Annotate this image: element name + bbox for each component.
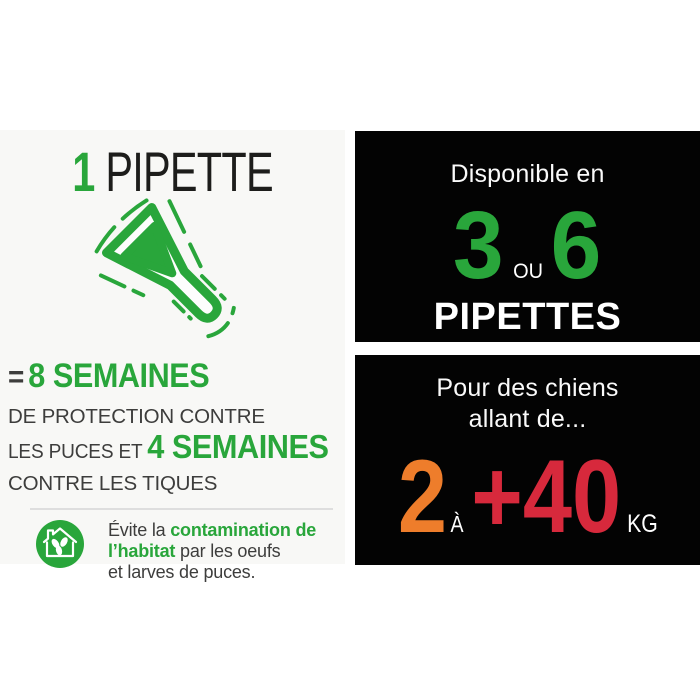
weight-range-values: [375, 439, 681, 555]
panel-title: [0, 140, 345, 203]
protection-line-2-prefix: LES PUCES ET: [8, 440, 148, 463]
habitat-benefit-text: [108, 520, 316, 583]
link-word-a: À: [450, 511, 464, 537]
duration-headline: [8, 356, 345, 403]
equals-sign: =: [8, 359, 25, 394]
pipette-info-panel: [0, 130, 345, 582]
option-3-pipettes: 3: [453, 192, 504, 299]
weight-heading-line1: Pour des chiens: [436, 374, 619, 402]
pipette-icon: [0, 202, 345, 354]
kg-unit-label: KG: [626, 510, 658, 538]
habitat-text-part: et larves de puces.: [108, 562, 256, 582]
habitat-benefit-row: [36, 520, 345, 583]
protection-line-1: DE PROTECTION CONTRE: [8, 405, 265, 428]
weight-range-panel: [355, 355, 700, 565]
habitat-text-highlight: l’habitat: [108, 541, 176, 561]
habitat-text-part: par les oeufs: [175, 541, 281, 561]
max-weight-value: +40: [470, 439, 621, 555]
house-contamination-icon: [36, 520, 84, 573]
pipettes-label: PIPETTES: [433, 296, 622, 338]
protection-line-2: [8, 430, 345, 470]
conjunction-ou: OU: [513, 260, 544, 283]
title-number: 1: [72, 140, 95, 203]
habitat-text-part: Évite la: [108, 520, 171, 540]
availability-options: [449, 192, 605, 299]
title-word: PIPETTE: [105, 140, 273, 203]
divider-line: [30, 508, 333, 510]
weight-heading-line2: allant de...: [468, 405, 587, 433]
duration-ticks: 4 SEMAINES: [147, 428, 329, 465]
availability-heading: Disponible en: [450, 160, 605, 188]
min-weight-value: 2: [397, 439, 447, 555]
habitat-text-highlight: contamination de: [170, 520, 317, 540]
option-6-pipettes: 6: [551, 192, 602, 299]
duration-fleas: 8 SEMAINES: [28, 357, 210, 395]
protection-line-3: CONTRE LES TIQUES: [8, 472, 218, 495]
availability-panel: [355, 131, 700, 342]
protection-text-block: [0, 356, 345, 497]
